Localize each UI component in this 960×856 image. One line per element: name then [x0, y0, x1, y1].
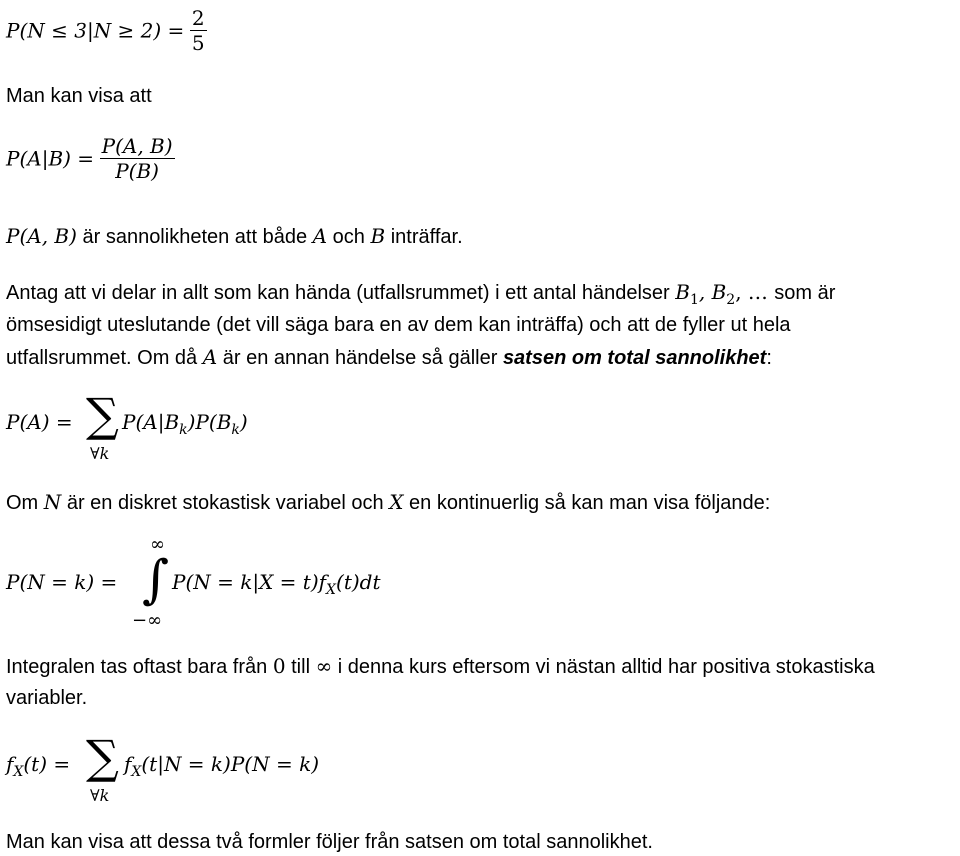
text-span: till: [285, 656, 316, 678]
lhs-part: f: [6, 752, 14, 776]
formula-total-probability: [6, 388, 406, 472]
formula4-lhs: P(N = k) =: [6, 570, 118, 594]
rhs-part: P(A|B: [122, 410, 180, 434]
formula2-lhs: P(A|B) =: [6, 146, 95, 171]
var-x: X: [389, 490, 404, 514]
formula3-lhs: P(A) =: [6, 410, 73, 434]
formula1-denominator: 5: [191, 31, 205, 55]
sum-symbol: ∑: [86, 388, 119, 442]
text-span: är en diskret stokastisk variabel och: [61, 492, 390, 514]
formula2-denominator: P(B): [115, 159, 159, 183]
event-a: A: [312, 224, 328, 248]
text-span: :: [766, 347, 772, 369]
variables-text: [6, 490, 770, 515]
rhs-part: f: [124, 752, 132, 776]
rhs-part: )P(B: [187, 410, 232, 434]
formula1-lhs: P(N ≤ 3|N ≥ 2) =: [6, 18, 185, 43]
paragraph-line-3: [6, 345, 772, 370]
formula3-rhs: [122, 410, 248, 438]
paragraph-line-2: ömsesidigt uteslutande (det vill säga bara en av dem kan inträffa) och att de fyller ut hela: [6, 314, 791, 336]
subscript: X: [326, 582, 337, 598]
subscript: 1: [689, 292, 699, 308]
formula2-fraction: [100, 134, 175, 183]
sum-index: ∀k: [90, 786, 110, 805]
integral-note-cont: variabler.: [6, 687, 88, 709]
rhs-part: (t|N = k)P(N = k): [141, 752, 320, 776]
formula1-numerator: 2: [191, 6, 205, 30]
subscript: k: [179, 422, 188, 438]
event-a: A: [202, 345, 218, 369]
integral-upper-bound: ∞: [150, 534, 165, 555]
lhs-part: (t) =: [23, 752, 71, 776]
joint-prob-math: P(A, B): [6, 224, 77, 248]
formula5-rhs: [124, 752, 319, 780]
rhs-part: ): [239, 410, 248, 434]
integral-symbol: ∫: [142, 550, 170, 610]
formula-density-sum: [6, 730, 406, 814]
text-span: inträffar.: [385, 226, 463, 248]
formula-bayes-definition: [6, 134, 175, 183]
integral-lower-bound: −∞: [132, 610, 163, 631]
text-span: Integralen tas oftast bara från: [6, 656, 273, 678]
text-span: är sannolikheten att både: [76, 226, 313, 248]
infinity-symbol: ∞: [315, 654, 333, 678]
text-span: i denna kurs eftersom vi nästan alltid har positiva stokastiska: [332, 656, 875, 678]
event-b: B: [370, 224, 386, 248]
formula4-rhs: [172, 570, 381, 598]
subscript: X: [13, 764, 24, 780]
number-zero: 0: [272, 654, 286, 678]
integral-note: [6, 654, 875, 679]
subscript: k: [231, 422, 240, 438]
subscript: X: [131, 764, 142, 780]
text-span: är en annan händelse så gäller: [217, 347, 503, 369]
paragraph-line-1: [6, 280, 835, 312]
comma: ,: [698, 280, 712, 304]
var-n: N: [43, 490, 62, 514]
formula1-fraction: [190, 6, 207, 55]
text-span: och: [327, 226, 371, 248]
sum-symbol: ∑: [86, 730, 119, 784]
event-b1: B: [675, 280, 690, 304]
joint-probability-text: [6, 224, 463, 249]
theorem-name: satsen om total sannolikhet: [502, 347, 767, 369]
ellipsis: , …: [735, 280, 775, 304]
formula-integral: [6, 532, 456, 632]
intro-text: Man kan visa att: [6, 85, 152, 107]
sum-index: ∀k: [90, 444, 110, 463]
subscript: 2: [726, 292, 736, 308]
final-text: Man kan visa att dessa två formler följer från satsen om total sannolikhet.: [6, 831, 653, 853]
formula5-lhs: [6, 752, 70, 780]
text-span: Om: [6, 492, 44, 514]
text-span: Antag att vi delar in allt som kan hända (utfallsrummet) i ett antal händelser: [6, 282, 676, 304]
rhs-part: P(N = k|X = t)f: [172, 570, 327, 594]
text-span: utfallsrummet. Om då: [6, 347, 203, 369]
rhs-part: (t)dt: [336, 570, 381, 594]
text-span: en kontinuerlig så kan man visa följande:: [403, 492, 771, 514]
formula-conditional-probability: [6, 6, 207, 58]
text-span: som är: [774, 282, 836, 304]
formula2-numerator: P(A, B): [101, 134, 173, 158]
event-b2: B: [711, 280, 727, 304]
